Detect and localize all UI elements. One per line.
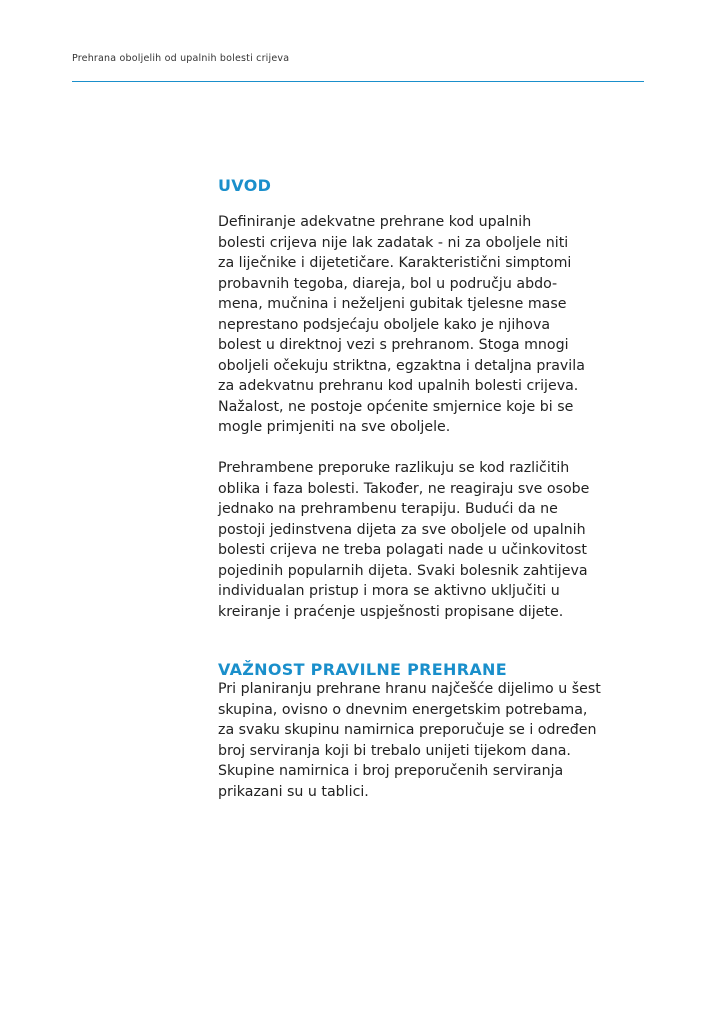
text-line: Prehrambene preporuke razlikuju se kod različitih: [218, 460, 570, 476]
text-line: oblika i faza bolesti. Također, ne reagiraju sve osobe: [218, 480, 590, 497]
section-title-uvod: UVOD: [218, 176, 272, 195]
text-line: bolest u direktnoj vezi s prehranom. Stoga mnogi: [218, 337, 569, 353]
text-line: Definiranje adekvatne prehrane kod upalnih: [218, 214, 532, 230]
text-line: bolesti crijeva nije lak zadatak - ni za oboljele niti: [218, 234, 569, 251]
text-line: skupina, ovisno o dnevnim energetskim potrebama,: [218, 701, 588, 718]
text-line: kreiranje i praćenje uspješnosti propisane dijete.: [218, 603, 564, 620]
text-line: oboljeli očekuju striktna, egzaktna i detaljna pravila: [218, 357, 585, 374]
paragraph: [218, 458, 648, 622]
text-line: neprestano podsjećaju oboljele kako je njihova: [218, 316, 551, 333]
text-line: broj serviranja koji bi trebalo unijeti tijekom dana.: [218, 742, 571, 759]
text-line: za adekvatnu prehranu kod upalnih bolesti crijeva.: [218, 378, 579, 394]
text-line: Pri planiranju prehrane hranu najčešće dijelimo u šest: [218, 681, 601, 697]
text-line: jednako na prehrambenu terapiju. Budući da ne: [218, 501, 558, 517]
paragraph: [218, 679, 648, 802]
text-line: Nažalost, ne postoje općenite smjernice koje bi se: [218, 398, 574, 415]
text-line: za liječnike i dijetetičare. Karakteristični simptomi: [218, 255, 572, 271]
text-line: za svaku skupinu namirnica preporučuje se i određen: [218, 722, 597, 738]
paragraph: [218, 212, 648, 438]
running-header: Prehrana oboljelih od upalnih bolesti crijeva: [72, 53, 290, 64]
text-line: individualan pristup i mora se aktivno uključiti u: [218, 583, 560, 599]
text-line: bolesti crijeva ne treba polagati nade u učinkovitost: [218, 542, 587, 558]
section-title-vaznost-pravilne-prehrane: VAŽNOST PRAVILNE PREHRANE: [218, 660, 507, 679]
main-content: [218, 176, 648, 802]
text-line: pojedinih popularnih dijeta. Svaki bolesnik zahtijeva: [218, 562, 588, 579]
text-line: Skupine namirnica i broj preporučenih serviranja: [218, 763, 564, 779]
text-line: prikazani su u tablici.: [218, 783, 369, 800]
text-line: probavnih tegoba, diareja, bol u području abdo-: [218, 275, 558, 292]
text-line: mogle primjeniti na sve oboljele.: [218, 419, 451, 435]
text-line: postoji jedinstvena dijeta za sve oboljele od upalnih: [218, 521, 586, 538]
header-divider: [72, 81, 644, 82]
text-line: mena, mučnina i neželjeni gubitak tjelesne mase: [218, 296, 567, 312]
